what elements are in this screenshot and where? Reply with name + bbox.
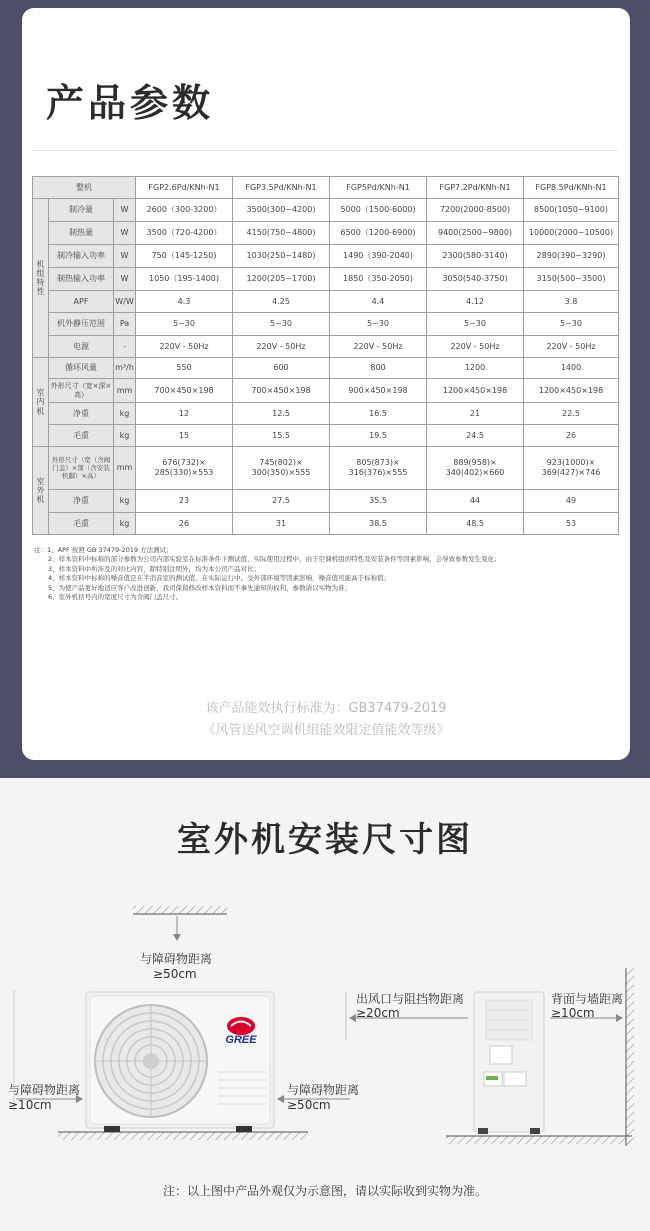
cell: 4150(750~4800) bbox=[233, 222, 330, 245]
right-clearance-value: ≥50cm bbox=[287, 1098, 331, 1112]
table-row bbox=[33, 403, 619, 425]
cell: 27.5 bbox=[233, 490, 330, 513]
cell: 5~30 bbox=[136, 313, 233, 336]
cell: 26 bbox=[136, 513, 233, 535]
top-clearance-text: 与障碍物距离 bbox=[140, 952, 213, 966]
cell: 3500(300~4200) bbox=[233, 199, 330, 222]
cell: 745(802)× 300(350)×555 bbox=[233, 447, 330, 490]
model-3: FGP5Pd/KNh-N1 bbox=[330, 177, 427, 199]
param-unit: mm bbox=[114, 379, 136, 403]
model-5: FGP8.5Pd/KNh-N1 bbox=[524, 177, 619, 199]
install-note: 注：以上图中产品外观仅为示意图，请以实际收到实物为准。 bbox=[162, 1184, 487, 1198]
cell: 3050(540-3750) bbox=[427, 268, 524, 291]
table-row bbox=[33, 222, 619, 245]
param-name: 制冷量 bbox=[49, 199, 114, 222]
cell: 9400(2500~9800) bbox=[427, 222, 524, 245]
table-row bbox=[33, 358, 619, 379]
cell: 19.5 bbox=[330, 425, 427, 447]
cell: 6500（1200-6900) bbox=[330, 222, 427, 245]
param-name: 制冷输入功率 bbox=[49, 245, 114, 268]
param-unit: kg bbox=[114, 490, 136, 513]
cell: 1490（390-2040) bbox=[330, 245, 427, 268]
group-label-machine: 机组特性 bbox=[33, 199, 49, 358]
param-name: 外形尺寸（宽×深×高） bbox=[49, 379, 114, 403]
cell: 3500（720-4200） bbox=[136, 222, 233, 245]
note-line: 2、样本资料中标称的部分参数为公司内部实验室在标准条件下测试值，实际使用过程中，由于空调机组的特性及安装条件等因素影响，会导致参数发生变化； bbox=[48, 555, 501, 564]
ground-right bbox=[446, 1136, 632, 1144]
param-name: 毛重 bbox=[49, 425, 114, 447]
cell: 15.5 bbox=[233, 425, 330, 447]
cell: 4.12 bbox=[427, 291, 524, 313]
cell: 16.5 bbox=[330, 403, 427, 425]
cell: 3.8 bbox=[524, 291, 619, 313]
cell: 22.5 bbox=[524, 403, 619, 425]
cell: 2890(390~3290) bbox=[524, 245, 619, 268]
param-unit: W bbox=[114, 222, 136, 245]
cell: 1200(205~1700) bbox=[233, 268, 330, 291]
param-name: 毛重 bbox=[49, 513, 114, 535]
param-name: 外形尺寸（宽（含阀门盖）×深（含安装机脚）×高） bbox=[49, 447, 114, 490]
cell: 2300(580-3140) bbox=[427, 245, 524, 268]
cell: 900×450×198 bbox=[330, 379, 427, 403]
cell: 4.3 bbox=[136, 291, 233, 313]
table-row bbox=[33, 447, 619, 490]
spec-table bbox=[32, 176, 619, 535]
cell: 5~30 bbox=[233, 313, 330, 336]
left-clearance-text: 与障碍物距离 bbox=[8, 1083, 81, 1097]
note-line: 5、为使产品更好地适应客户改进创新，我司保留修改样本资料而不事先通知的权利，参数请以实物为准； bbox=[48, 583, 352, 592]
cell: 5~30 bbox=[330, 313, 427, 336]
right-clearance-text: 与障碍物距离 bbox=[287, 1083, 360, 1097]
back-wall bbox=[626, 968, 634, 1146]
param-name: 循环风量 bbox=[49, 358, 114, 379]
install-diagram bbox=[0, 880, 650, 1180]
cell: 5~30 bbox=[427, 313, 524, 336]
cell: 3150(500~3500) bbox=[524, 268, 619, 291]
cell: 550 bbox=[136, 358, 233, 379]
param-unit: W bbox=[114, 268, 136, 291]
cell: 800 bbox=[330, 358, 427, 379]
table-header-row bbox=[33, 177, 619, 199]
cell: 889(958)× 340(402)×660 bbox=[427, 447, 524, 490]
standard-line: 该产品能效执行标准为：GB37479-2019 bbox=[205, 701, 447, 716]
cell: 35.5 bbox=[330, 490, 427, 513]
cell: 21 bbox=[427, 403, 524, 425]
spec-title: 产品参数 bbox=[46, 81, 215, 125]
left-clearance-value: ≥10cm bbox=[8, 1098, 52, 1112]
cell: 676(732)× 285(330)×553 bbox=[136, 447, 233, 490]
cell: 31 bbox=[233, 513, 330, 535]
param-name: APF bbox=[49, 291, 114, 313]
cell: 26 bbox=[524, 425, 619, 447]
brand-text: GREE bbox=[225, 1034, 257, 1046]
cell: 44 bbox=[427, 490, 524, 513]
title-divider bbox=[32, 150, 618, 151]
param-unit: W bbox=[114, 199, 136, 222]
cell: 7200(2000-8500) bbox=[427, 199, 524, 222]
cell: 4.25 bbox=[233, 291, 330, 313]
cell: 220V - 50Hz bbox=[330, 336, 427, 358]
note-line: 注：1、APF 按照 GB 37479-2019 方法测试； bbox=[34, 546, 173, 554]
cell: 24.5 bbox=[427, 425, 524, 447]
param-name: 电源 bbox=[49, 336, 114, 358]
cell: 38.5 bbox=[330, 513, 427, 535]
table-row bbox=[33, 336, 619, 358]
cell: 220V - 50Hz bbox=[233, 336, 330, 358]
cell: 1050（195-1400) bbox=[136, 268, 233, 291]
table-row bbox=[33, 513, 619, 535]
cell: 4.4 bbox=[330, 291, 427, 313]
cell: 220V - 50Hz bbox=[427, 336, 524, 358]
model-2: FGP3.5Pd/KNh-N1 bbox=[233, 177, 330, 199]
cell: 220V - 50Hz bbox=[136, 336, 233, 358]
table-row bbox=[33, 245, 619, 268]
param-unit: kg bbox=[114, 403, 136, 425]
outlet-clearance-value: ≥20cm bbox=[356, 1006, 400, 1020]
outlet-clearance-text: 出风口与阻挡物距离 bbox=[356, 992, 465, 1006]
cell: 12.5 bbox=[233, 403, 330, 425]
note-line: 3、样本资料中所涉及的对比内容，除特别注明外，均为本公司产品对比； bbox=[48, 564, 261, 573]
back-clearance-value: ≥10cm bbox=[551, 1006, 595, 1020]
param-name: 净重 bbox=[49, 490, 114, 513]
param-name: 净重 bbox=[49, 403, 114, 425]
outdoor-unit-side bbox=[474, 992, 544, 1134]
param-unit: m³/h bbox=[114, 358, 136, 379]
param-unit: W/W bbox=[114, 291, 136, 313]
table-row bbox=[33, 291, 619, 313]
param-name: 制热输入功率 bbox=[49, 268, 114, 291]
spec-notes bbox=[34, 546, 594, 602]
cell: 1200×450×198 bbox=[524, 379, 619, 403]
back-clearance-text: 背面与墙距离 bbox=[551, 992, 624, 1006]
param-name: 制热量 bbox=[49, 222, 114, 245]
note-line: 4、样本资料中标称的噪音值是在半消音室的测试值，在实际运行中，受外部环境等因素影响，噪音值可能高于标称值； bbox=[48, 574, 391, 583]
table-row bbox=[33, 490, 619, 513]
cell: 700×450×198 bbox=[233, 379, 330, 403]
cell: 600 bbox=[233, 358, 330, 379]
cell: 1200×450×198 bbox=[427, 379, 524, 403]
param-unit: kg bbox=[114, 513, 136, 535]
cell: 1400 bbox=[524, 358, 619, 379]
header-label: 整机 bbox=[33, 177, 136, 199]
cell: 8500(1050~9100) bbox=[524, 199, 619, 222]
table-row bbox=[33, 199, 619, 222]
top-clearance-value: ≥50cm bbox=[153, 967, 197, 981]
param-unit: mm bbox=[114, 447, 136, 490]
model-4: FGP7.2Pd/KNh-N1 bbox=[427, 177, 524, 199]
cell: 5000（1500-6000) bbox=[330, 199, 427, 222]
cell: 23 bbox=[136, 490, 233, 513]
table-row bbox=[33, 313, 619, 336]
standard-line: 《风管送风空调机组能效限定值能效等级》 bbox=[202, 723, 450, 738]
cell: 1030(250~1480) bbox=[233, 245, 330, 268]
cell: 923(1000)× 369(427)×746 bbox=[524, 447, 619, 490]
cell: 220V - 50Hz bbox=[524, 336, 619, 358]
note-line: 6、室外机括号内的宽度尺寸为含阀门盖尺寸。 bbox=[48, 593, 183, 602]
top-obstacle bbox=[133, 906, 227, 941]
model-1: FGP2.6Pd/KNh-N1 bbox=[136, 177, 233, 199]
table-row bbox=[33, 425, 619, 447]
cell: 10000(2000~10500) bbox=[524, 222, 619, 245]
cell: 1200 bbox=[427, 358, 524, 379]
cell: 15 bbox=[136, 425, 233, 447]
outdoor-unit-front bbox=[86, 992, 274, 1132]
table-row bbox=[33, 379, 619, 403]
param-unit: kg bbox=[114, 425, 136, 447]
cell: 48.5 bbox=[427, 513, 524, 535]
param-unit: W bbox=[114, 245, 136, 268]
table-row bbox=[33, 268, 619, 291]
cell: 700×450×198 bbox=[136, 379, 233, 403]
cell: 12 bbox=[136, 403, 233, 425]
param-unit: - bbox=[114, 336, 136, 358]
group-label-outdoor: 室外机 bbox=[33, 447, 49, 535]
cell: 49 bbox=[524, 490, 619, 513]
cell: 1850（350-2050) bbox=[330, 268, 427, 291]
cell: 2600（300-3200） bbox=[136, 199, 233, 222]
ground-left bbox=[58, 1132, 308, 1140]
param-unit: Pa bbox=[114, 313, 136, 336]
cell: 53 bbox=[524, 513, 619, 535]
cell: 750（145-1250) bbox=[136, 245, 233, 268]
param-name: 机外静压范围 bbox=[49, 313, 114, 336]
energy-standard bbox=[22, 698, 630, 742]
cell: 805(873)× 316(376)×555 bbox=[330, 447, 427, 490]
cell: 5~30 bbox=[524, 313, 619, 336]
install-title: 室外机安装尺寸图 bbox=[177, 820, 473, 860]
group-label-indoor: 室内机 bbox=[33, 358, 49, 447]
